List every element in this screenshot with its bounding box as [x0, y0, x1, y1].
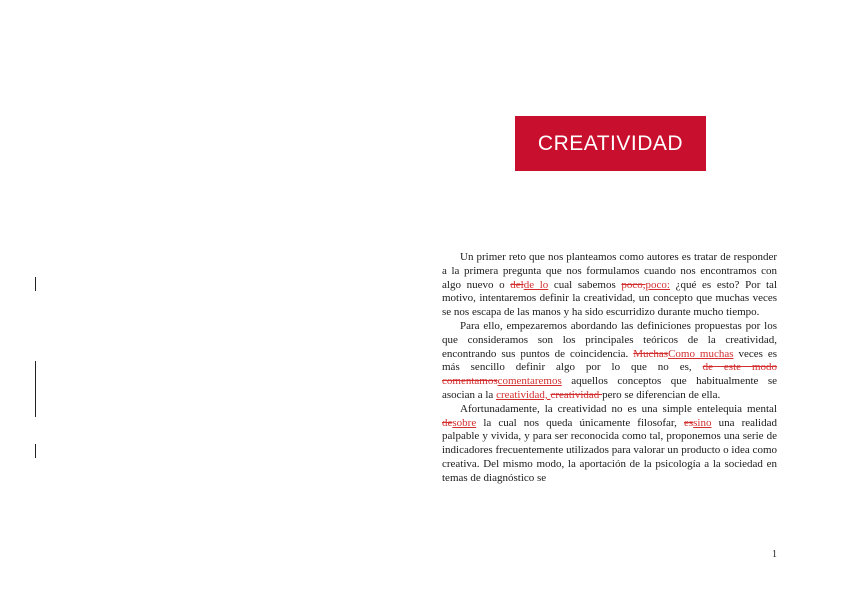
deleted-text: del [510, 278, 524, 291]
revision-change-bar [35, 361, 36, 417]
inserted-text: Como muchas [668, 347, 734, 360]
page-title: CREATIVIDAD [537, 131, 684, 155]
text-run: ¿qué es esto? Por tal motivo, intentaremos definir la creatividad, un concepto que muchas veces se nos escapa de las manos y ha sido escurridizo durante mucho tiempo. [442, 278, 777, 319]
revision-change-bar [35, 444, 36, 458]
text-run: cual sabemos [548, 278, 622, 291]
inserted-text: de lo [523, 278, 549, 291]
text-run: Un primer reto que nos planteamos como autores es tratar de responder a la primera pregunta que nos formulamos cuando nos encontramos con algo nuevo o [442, 251, 777, 291]
deleted-text: de este modo comentamos [442, 361, 777, 388]
deleted-text: Muchas [633, 347, 669, 360]
text-run: la cual nos queda únicamente filosofar, [476, 416, 684, 429]
deleted-text: creatividad [550, 388, 603, 401]
deleted-text: poco, [621, 278, 646, 291]
text-run: Afortunadamente, la creatividad no es una simple entelequia mental [460, 402, 777, 415]
inserted-text: sobre [452, 416, 477, 429]
inserted-text: comentaremos [497, 375, 562, 388]
deleted-text: es [683, 416, 694, 429]
text-run: Para ello, empezaremos abordando las definiciones propuestas por los que consideramos son los principales teóricos de la creatividad, encontrando sus puntos de coincidencia. [442, 319, 777, 360]
deleted-text: de [442, 416, 453, 429]
paragraph [442, 320, 777, 403]
text-run: veces es más sencillo definir algo por lo que no es, [442, 347, 778, 374]
body-text [442, 251, 777, 486]
text-run: pero se diferencian de ella. [602, 388, 721, 401]
text-run: una realidad palpable y vivida, y para ser reconocida como tal, proponemos una serie de indicadores frecuentemente utilizados para valorar un producto o idea como creativa. Del mismo modo, la aportación de la psicología a la sociedad en temas de diagnóstico se [442, 416, 777, 484]
revision-change-bar [35, 277, 36, 291]
title-banner [515, 116, 706, 171]
paragraph [442, 251, 777, 320]
inserted-text: poco: [645, 278, 670, 291]
inserted-text: creatividad, [496, 388, 551, 401]
text-run: aquellos conceptos que habitualmente se asocian a la [442, 375, 777, 401]
page-number: 1 [772, 549, 777, 560]
inserted-text: sino [693, 416, 712, 429]
paragraph [442, 403, 777, 486]
